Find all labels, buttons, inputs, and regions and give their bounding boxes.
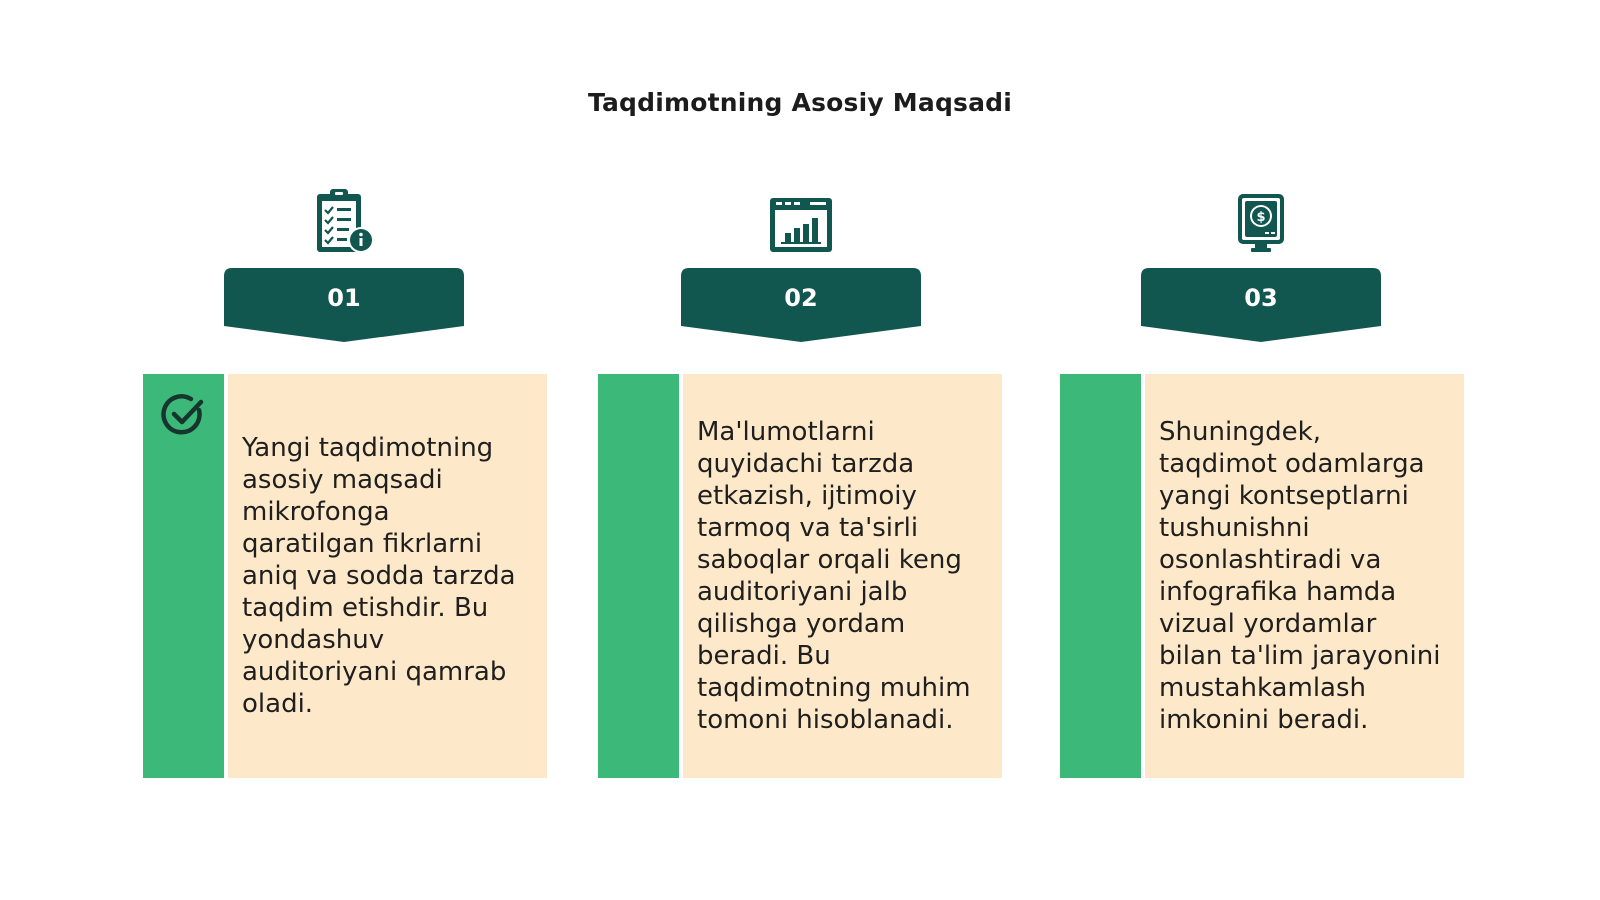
step-number: 02 bbox=[784, 284, 818, 312]
card-3 bbox=[1060, 374, 1464, 778]
phone-dollar-coin-icon bbox=[1131, 186, 1391, 256]
step-2 bbox=[671, 186, 931, 346]
card-body bbox=[683, 374, 1002, 778]
card-text: Ma'lumotlarni quyidachi tarzda etkazish, ijtimoiy tarmoq va ta'sirli saboqlar orqali keng auditoriyani jalb qilishga yordam beradi. Bu taqdimotning muhim tomoni hisoblanadi. bbox=[697, 417, 971, 735]
step-number: 01 bbox=[327, 284, 361, 312]
card-body bbox=[228, 374, 547, 778]
step-badge bbox=[1141, 268, 1381, 344]
check-circle-icon bbox=[161, 392, 207, 438]
step-1 bbox=[214, 186, 474, 346]
svg-text:$: $ bbox=[1256, 210, 1266, 225]
card-body bbox=[1145, 374, 1464, 778]
step-badge bbox=[681, 268, 921, 344]
card-1 bbox=[143, 374, 547, 778]
browser-bar-chart-icon bbox=[671, 186, 931, 256]
card-accent-bar bbox=[143, 374, 224, 778]
clipboard-checklist-info-icon bbox=[214, 186, 474, 256]
card-2 bbox=[598, 374, 1002, 778]
page-title: Taqdimotning Asosiy Maqsadi bbox=[587, 88, 1013, 117]
card-accent-bar bbox=[1060, 374, 1141, 778]
card-accent-bar bbox=[598, 374, 679, 778]
card-text: Shuningdek, taqdimot odamlarga yangi kontseptlarni tushunishni osonlashtiradi va infografika hamda vizual yordamlar bilan ta'lim jarayonini mustahkamlash imkonini beradi. bbox=[1159, 417, 1441, 735]
card-text: Yangi taqdimotning asosiy maqsadi mikrofonga qaratilgan fikrlarni aniq va sodda tarzda taqdim etishdir. Bu yondashuv auditoriyani qamrab oladi. bbox=[242, 433, 516, 719]
step-number: 03 bbox=[1244, 284, 1278, 312]
step-3 bbox=[1131, 186, 1391, 346]
step-badge bbox=[224, 268, 464, 344]
